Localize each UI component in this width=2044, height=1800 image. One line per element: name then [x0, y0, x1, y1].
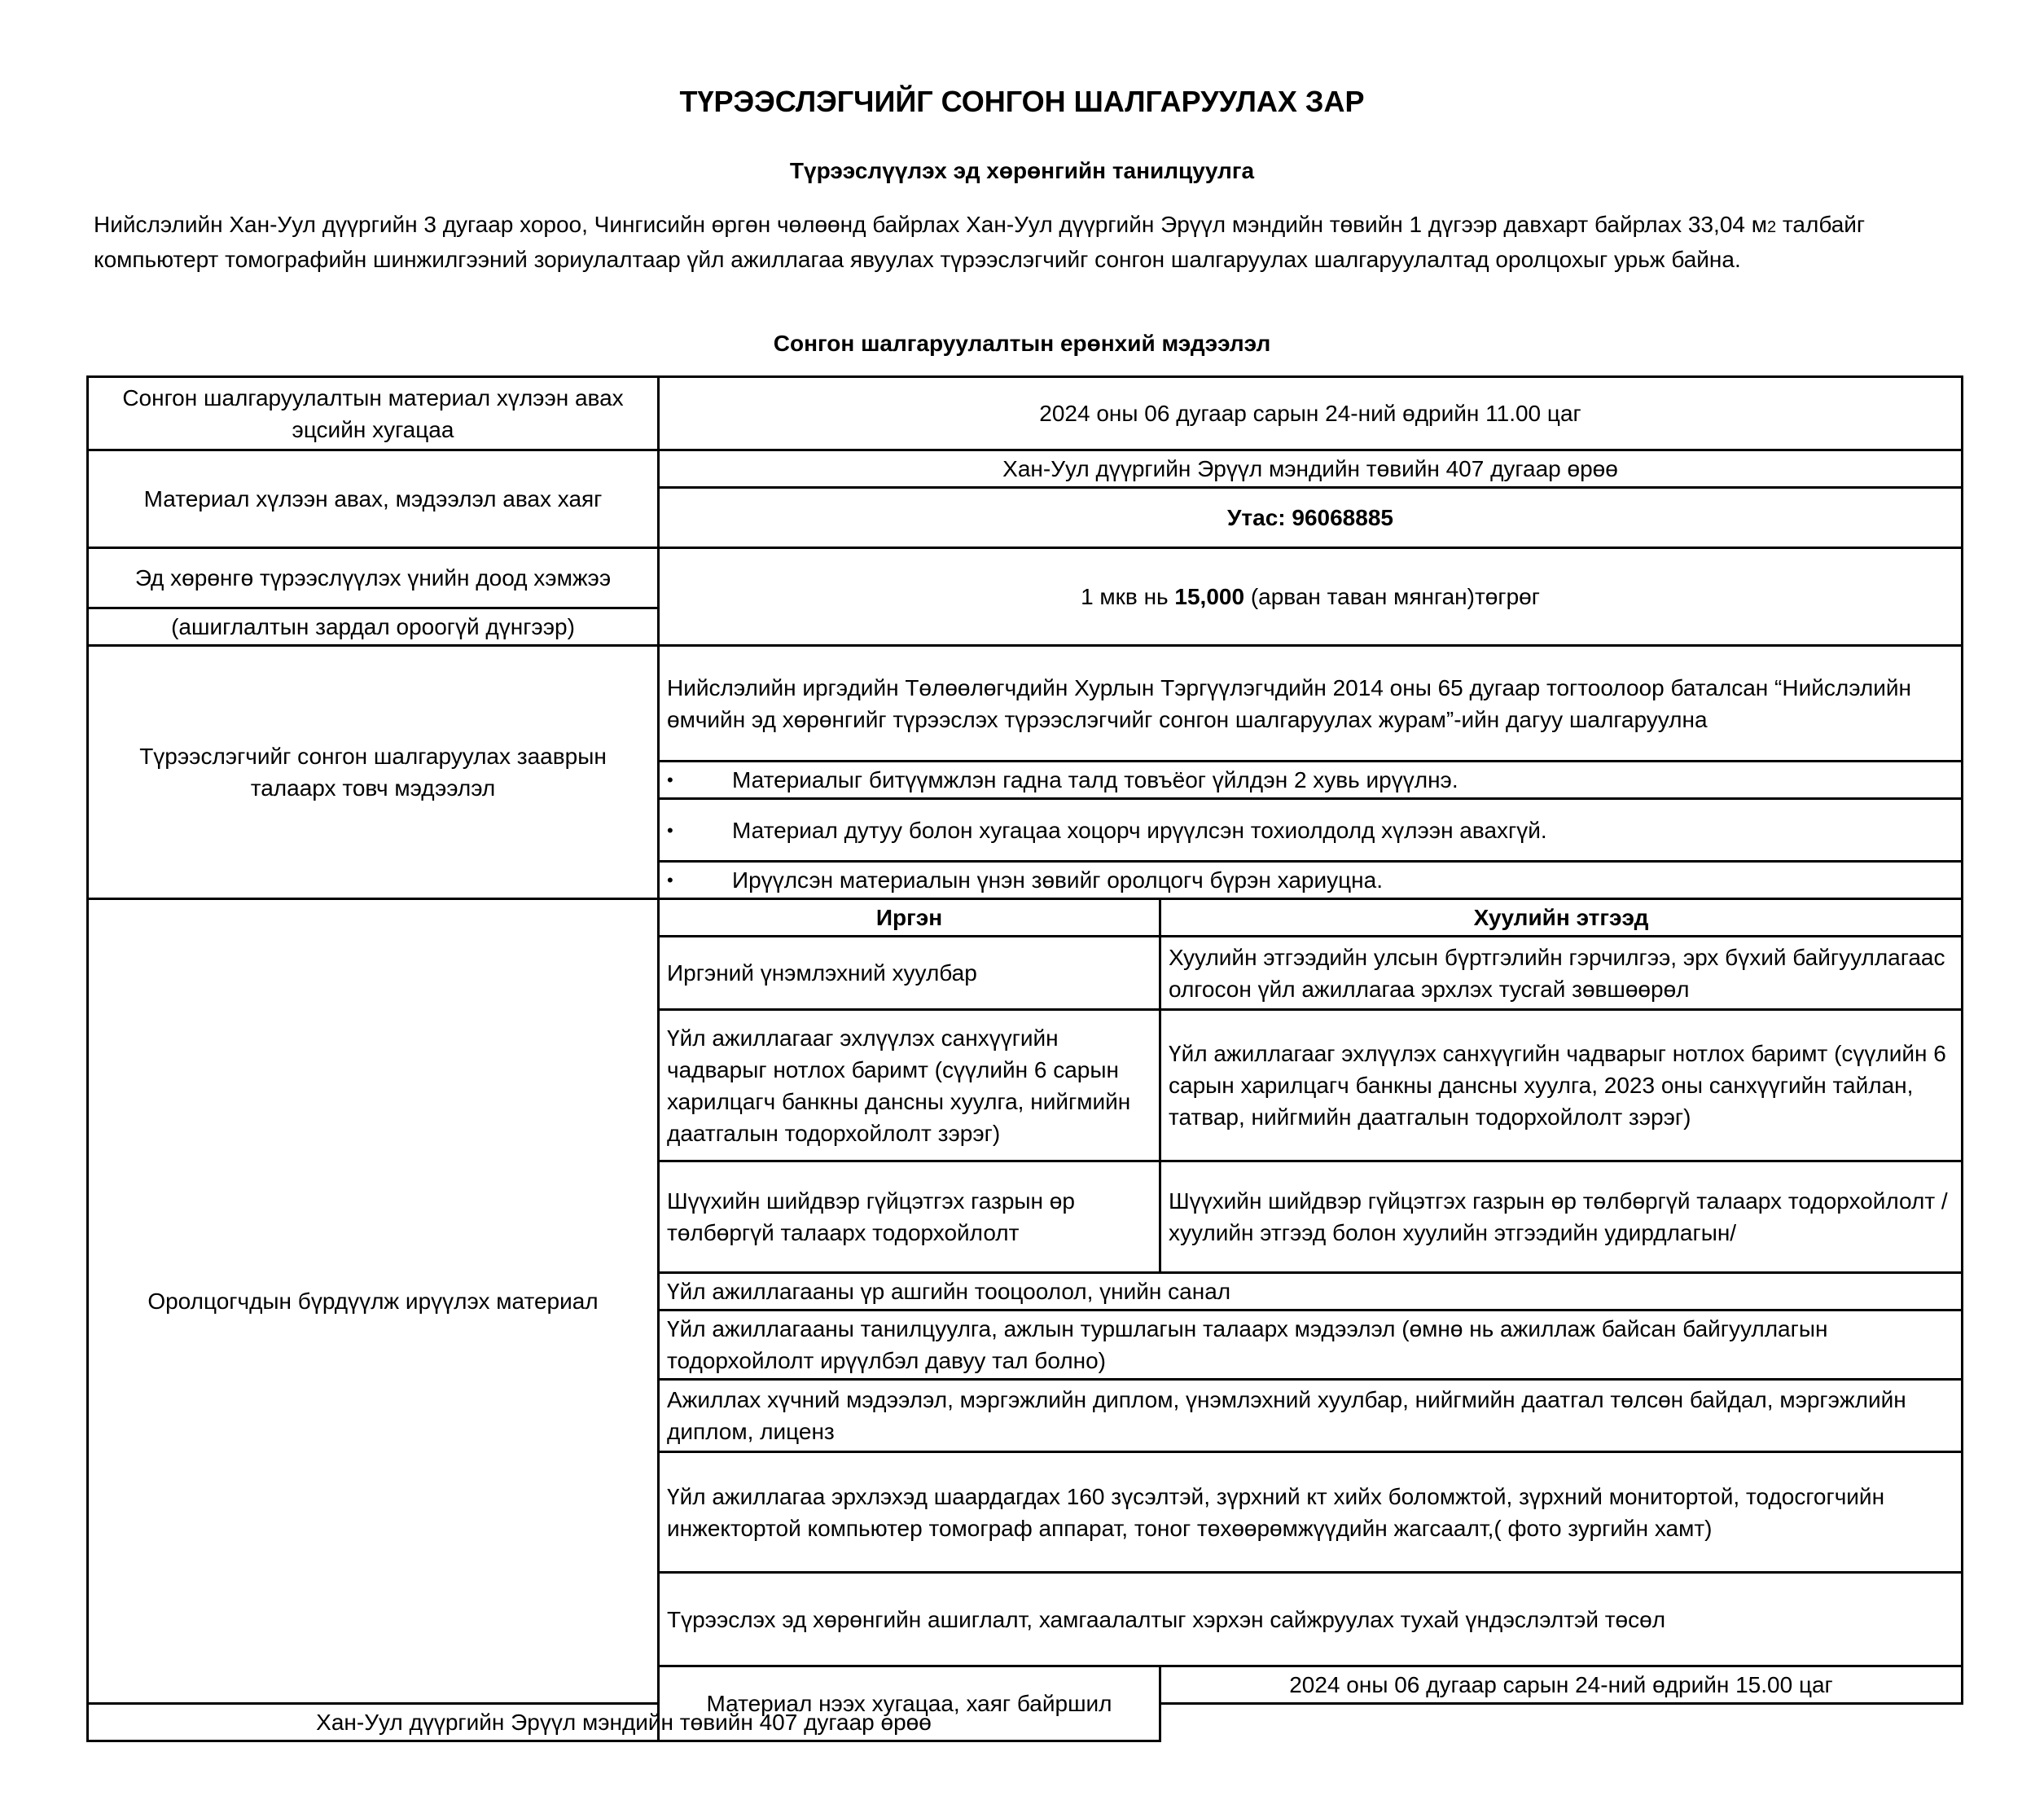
common-requirement: Үйл ажиллагааны үр ашгийн тооцоолол, үнийн санал [659, 1273, 1963, 1310]
property-intro-heading: Түрээслүүлэх эд хөрөнгийн танилцуулга [789, 158, 1255, 183]
bullet-text: Ирүүлсэн материалын үнэн зөвийг оролцогч бүрэн хариуцна. [732, 867, 1383, 893]
deadline-label: Сонгон шалгаруулалтын материал хүлээн авах эцсийн хугацаа [88, 377, 659, 450]
price-prefix: 1 мкв нь [1081, 584, 1175, 609]
list-item [659, 799, 1963, 862]
materials-label: Оролцогчдын бүрдүүлж ирүүлэх материал [88, 899, 659, 1704]
bullet-text: Материалыг битүүмжлэн гадна талд товъёог үйлдэн 2 хувь ирүүлнэ. [732, 767, 1458, 792]
price-label: Эд хөрөнгө түрээслүүлэх үнийн доод хэмжээ [88, 548, 659, 608]
common-requirement: Түрээслэх эд хөрөнгийн ашиглалт, хамгаалалтыг хэрхэн сайжруулах тухай үндэслэлтэй төсөл [659, 1573, 1963, 1666]
price-note: (ашиглалтын зардал ороогүй дүнгээр) [88, 608, 659, 646]
opening-time: 2024 оны 06 дугаар сарын 24-ний өдрийн 15.00 цаг [1160, 1666, 1963, 1704]
legal-entity-requirement: Шүүхийн шийдвэр гүйцэтгэх газрын өр төлбөргүй талаарх тодорхойлолт /хуулийн этгээд болон хуулийн этгээдийн удирдлагын/ [1160, 1161, 1963, 1273]
column-header-legal-entity: Хуулийн этгээд [1160, 899, 1963, 937]
price-suffix: (арван таван мянган)төгрөг [1244, 584, 1540, 609]
citizen-requirement: Шүүхийн шийдвэр гүйцэтгэх газрын өр төлбөргүй талаарх тодорхойлолт [659, 1161, 1160, 1273]
unit-superscript: 2 [1767, 218, 1777, 236]
intro-text-part1: Нийслэлийн Хан-Уул дүүргийн 3 дугаар хороо, Чингисийн өргөн чөлөөнд байрлах Хан-Уул дүүргийн Эрүүл мэндийн төвийн 1 дүгээр давхарт байрлах 33,04 м [94, 212, 1767, 237]
deadline-value: 2024 оны 06 дугаар сарын 24-ний өдрийн 11.00 цаг [659, 377, 1963, 450]
intro-paragraph [94, 209, 1954, 276]
opening-label: Материал нээх хугацаа, хаяг байршил [659, 1666, 1160, 1741]
instructions-label: Түрээслэгчийг сонгон шалгаруулах зааврын талаарх товч мэдээлэл [88, 646, 659, 899]
list-item [659, 762, 1963, 799]
price-value [659, 548, 1963, 646]
citizen-requirement: Иргэний үнэмлэхний хуулбар [659, 937, 1160, 1010]
table-row [88, 548, 1963, 608]
citizen-requirement: Үйл ажиллагааг эхлүүлэх санхүүгийн чадварыг нотлох баримт (сүүлийн 6 сарын харилцагч банкны дансны хуулга, нийгмийн даатгалын тодорхойлолт зэрэг) [659, 1010, 1160, 1161]
page-title: ТҮРЭЭСЛЭГЧИЙГ СОНГОН ШАЛГАРУУЛАХ ЗАР [679, 85, 1365, 118]
price-amount: 15,000 [1174, 584, 1245, 609]
list-item [659, 862, 1963, 899]
address-value: Хан-Уул дүүргийн Эрүүл мэндийн төвийн 407 дугаар өрөө [659, 450, 1963, 488]
table-row [88, 377, 1963, 450]
table-row [88, 450, 1963, 488]
table-row [88, 899, 1963, 937]
instructions-text: Нийслэлийн иргэдийн Төлөөлөгчдийн Хурлын Тэргүүлэгчдийн 2014 оны 65 дугаар тогтоолоор баталсан “Нийслэлийн өмчийн эд хөрөнгийг түрээслэх түрээслэгчийг сонгон шалгаруулах журам”-ийн дагуу шалгаруулна [659, 646, 1963, 762]
opening-place: Хан-Уул дүүргийн Эрүүл мэндийн төвийн 407 дугаар өрөө [88, 1704, 1160, 1741]
bullet-icon: • [667, 770, 673, 790]
common-requirement: Үйл ажиллагаа эрхлэхэд шаардагдах 160 зүсэлтэй, зүрхний кт хийх боломжтой, зүрхний монитортой, тодосгогчийн инжектортой компьютер томограф аппарат, тоног төхөөрөмжүүдийн жагсаалт,( фото зургийн хамт) [659, 1452, 1963, 1573]
legal-entity-requirement: Үйл ажиллагааг эхлүүлэх санхүүгийн чадварыг нотлох баримт (сүүлийн 6 сарын харилцагч банкны дансны хуулга, 2023 оны санхүүгийн тайлан, татвар, нийгмийн даатгалын тодорхойлолт зэрэг) [1160, 1010, 1963, 1161]
common-requirement: Ажиллах хүчний мэдээлэл, мэргэжлийн диплом, үнэмлэхний хуулбар, нийгмийн даатгал төлсөн байдал, мэргэжлийн диплом, лиценз [659, 1380, 1963, 1452]
phone-value: Утас: 96068885 [659, 488, 1963, 548]
bullet-icon: • [667, 870, 673, 890]
bullet-text: Материал дутуу болон хугацаа хоцорч ирүүлсэн тохиолдолд хүлээн авахгүй. [732, 817, 1547, 843]
general-info-heading: Сонгон шалгаруулалтын ерөнхий мэдээлэл [773, 331, 1271, 356]
bullet-icon: • [667, 819, 673, 841]
address-label: Материал хүлээн авах, мэдээлэл авах хаяг [88, 450, 659, 548]
table-row [88, 646, 1963, 762]
selection-info-table [86, 375, 1963, 1742]
column-header-citizen: Иргэн [659, 899, 1160, 937]
legal-entity-requirement: Хуулийн этгээдийн улсын бүртгэлийн гэрчилгээ, эрх бүхий байгууллагаас олгосон үйл ажиллагаа эрхлэх тусгай зөвшөөрөл [1160, 937, 1963, 1010]
intro-text-part2: талбайг компьютерт томографийн шинжилгээний зориулалтаар үйл ажиллагаа явуулах түрээслэгчийг сонгон шалгаруулах шалгаруулалтад оролцохыг урьж байна. [94, 212, 1866, 272]
common-requirement: Үйл ажиллагааны танилцуулга, ажлын туршлагын талаарх мэдээлэл (өмнө нь ажиллаж байсан байгууллагын тодорхойлолт ирүүлбэл давуу тал болно) [659, 1310, 1963, 1380]
